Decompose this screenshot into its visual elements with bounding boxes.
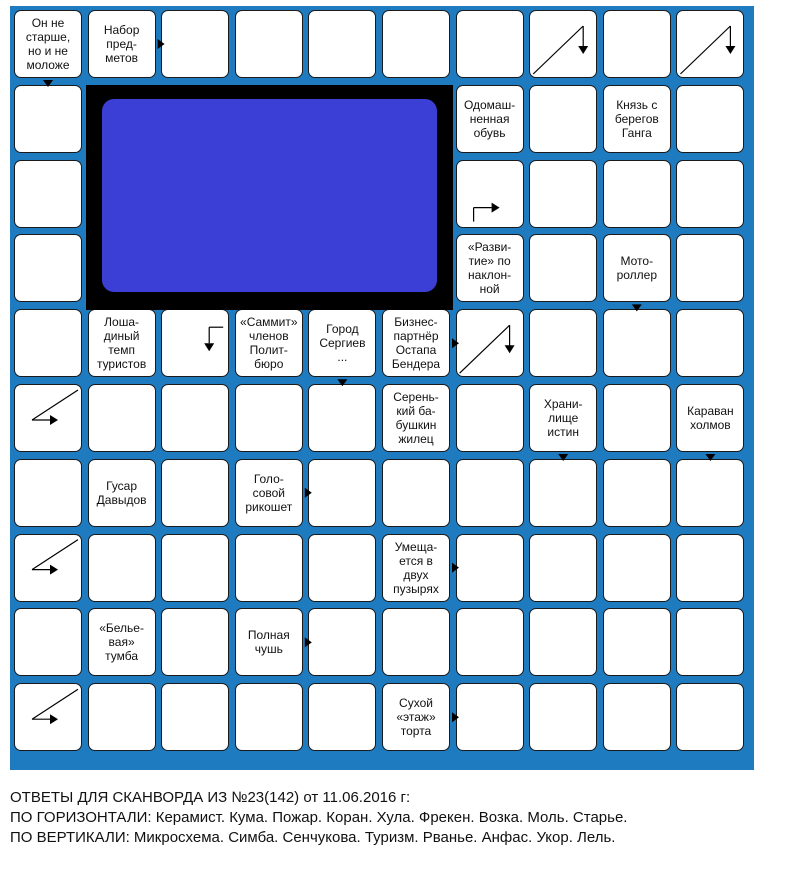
- clue-text: Город Сергиев ...: [319, 322, 366, 365]
- answer-cell[interactable]: [161, 384, 229, 452]
- clue-cell: [88, 309, 156, 377]
- clue-cell: [456, 85, 524, 153]
- clue-cell: [603, 85, 671, 153]
- answer-cell[interactable]: [529, 234, 597, 302]
- answer-cell[interactable]: [14, 683, 82, 751]
- answer-cell[interactable]: [529, 608, 597, 676]
- clue-text: Лоша- диный темп туристов: [96, 315, 147, 372]
- clue-text: Голо- совой рикошет: [245, 471, 293, 514]
- answer-cell[interactable]: [676, 234, 744, 302]
- answer-cell[interactable]: [676, 85, 744, 153]
- answer-cell[interactable]: [603, 160, 671, 228]
- clue-text: «Разви- тие» по наклон- ной: [467, 240, 512, 297]
- clue-cell: [88, 459, 156, 527]
- clue-text: Караван холмов: [687, 404, 734, 432]
- clue-text: Гусар Давыдов: [96, 478, 147, 507]
- answer-cell[interactable]: [308, 459, 376, 527]
- answer-cell[interactable]: [308, 10, 376, 78]
- answer-cell[interactable]: [456, 384, 524, 452]
- answer-cell[interactable]: [603, 384, 671, 452]
- answers-section: [10, 788, 770, 848]
- answer-cell[interactable]: [529, 309, 597, 377]
- clue-text: Одомаш- ненная обувь: [463, 97, 516, 140]
- answer-cell[interactable]: [603, 683, 671, 751]
- clue-cell: [235, 459, 303, 527]
- answer-cell[interactable]: [308, 534, 376, 602]
- answer-cell[interactable]: [676, 459, 744, 527]
- answer-cell[interactable]: [308, 683, 376, 751]
- answer-cell[interactable]: [676, 608, 744, 676]
- answer-cell[interactable]: [14, 85, 82, 153]
- answer-cell[interactable]: [456, 459, 524, 527]
- answer-cell[interactable]: [529, 10, 597, 78]
- answer-cell[interactable]: [88, 683, 156, 751]
- clue-cell: [676, 384, 744, 452]
- scanword-board: [10, 6, 754, 770]
- answer-cell[interactable]: [676, 160, 744, 228]
- clue-cell: [456, 234, 524, 302]
- clue-cell: [235, 309, 303, 377]
- answer-cell[interactable]: [88, 384, 156, 452]
- blue-image: [102, 99, 437, 292]
- answer-cell[interactable]: [603, 608, 671, 676]
- answer-cell[interactable]: [456, 10, 524, 78]
- answer-cell[interactable]: [382, 10, 450, 78]
- answer-cell[interactable]: [456, 534, 524, 602]
- answer-cell[interactable]: [603, 534, 671, 602]
- clue-text: Храни- лище истин: [543, 397, 583, 439]
- clue-text: «Саммит» членов Полит- бюро: [240, 315, 298, 372]
- answer-cell[interactable]: [676, 683, 744, 751]
- answer-cell[interactable]: [14, 608, 82, 676]
- answer-cell[interactable]: [14, 384, 82, 452]
- answer-cell[interactable]: [308, 608, 376, 676]
- answer-cell[interactable]: [676, 534, 744, 602]
- answer-cell[interactable]: [235, 384, 303, 452]
- clue-text: Бизнес- партнёр Остапа Бендера: [391, 315, 441, 372]
- answer-cell[interactable]: [676, 309, 744, 377]
- clue-cell: [382, 309, 450, 377]
- clue-cell: [603, 234, 671, 302]
- answer-cell[interactable]: [14, 234, 82, 302]
- answers-title: ОТВЕТЫ ДЛЯ СКАНВОРДА ИЗ №23(142) от 11.06.2016 г:: [10, 789, 411, 806]
- clue-cell: [382, 534, 450, 602]
- answer-cell[interactable]: [529, 85, 597, 153]
- answer-cell[interactable]: [603, 309, 671, 377]
- answer-cell[interactable]: [14, 459, 82, 527]
- clue-cell: [235, 608, 303, 676]
- answer-cell[interactable]: [161, 534, 229, 602]
- answer-cell[interactable]: [161, 459, 229, 527]
- answer-cell[interactable]: [161, 10, 229, 78]
- clue-cell: [308, 309, 376, 377]
- clue-text: Полная чушь: [247, 628, 290, 657]
- answer-cell[interactable]: [235, 683, 303, 751]
- answer-cell[interactable]: [308, 384, 376, 452]
- clue-text: Набор пред- метов: [103, 23, 140, 65]
- answer-cell[interactable]: [456, 608, 524, 676]
- answer-cell[interactable]: [529, 160, 597, 228]
- clue-cell: [529, 384, 597, 452]
- clue-cell: [88, 608, 156, 676]
- clue-text: «Белье- вая» тумба: [99, 621, 144, 664]
- answer-cell[interactable]: [529, 683, 597, 751]
- answer-cell[interactable]: [456, 160, 524, 228]
- answer-cell[interactable]: [235, 534, 303, 602]
- clue-text: Князь с берегов Ганга: [614, 97, 659, 140]
- answer-cell[interactable]: [456, 683, 524, 751]
- answer-cell[interactable]: [235, 10, 303, 78]
- answer-cell[interactable]: [161, 309, 229, 377]
- answer-cell[interactable]: [529, 459, 597, 527]
- clue-text: Серень- кий ба- бушкин жилец: [393, 390, 439, 446]
- clue-cell: [88, 10, 156, 78]
- clue-text: Сухой «этаж» торта: [396, 696, 436, 739]
- clue-text: Умеща- ется в двух пузырях: [393, 539, 439, 596]
- clue-text: Мото- роллер: [616, 254, 658, 283]
- answer-cell[interactable]: [14, 160, 82, 228]
- answer-cell[interactable]: [456, 309, 524, 377]
- answer-cell[interactable]: [88, 534, 156, 602]
- clue-cell: [382, 384, 450, 452]
- answers-across: ПО ГОРИЗОНТАЛИ: Керамист. Кума. Пожар. Коран. Хула. Фрекен. Возка. Моль. Старье.: [10, 809, 628, 826]
- clue-cell: [382, 683, 450, 751]
- answer-cell[interactable]: [603, 459, 671, 527]
- image-panel: [86, 85, 453, 310]
- answer-cell[interactable]: [529, 534, 597, 602]
- clue-cell: [14, 10, 82, 78]
- answer-cell[interactable]: [161, 683, 229, 751]
- answers-down: ПО ВЕРТИКАЛИ: Микросхема. Симба. Сенчукова. Туризм. Рванье. Анфас. Укор. Лель.: [10, 829, 616, 846]
- answer-cell[interactable]: [382, 608, 450, 676]
- answer-cell[interactable]: [14, 534, 82, 602]
- answer-cell[interactable]: [676, 10, 744, 78]
- answer-cell[interactable]: [14, 309, 82, 377]
- answer-cell[interactable]: [603, 10, 671, 78]
- answer-cell[interactable]: [382, 459, 450, 527]
- answer-cell[interactable]: [161, 608, 229, 676]
- clue-text: Он не старше, но и не моложе: [25, 16, 71, 72]
